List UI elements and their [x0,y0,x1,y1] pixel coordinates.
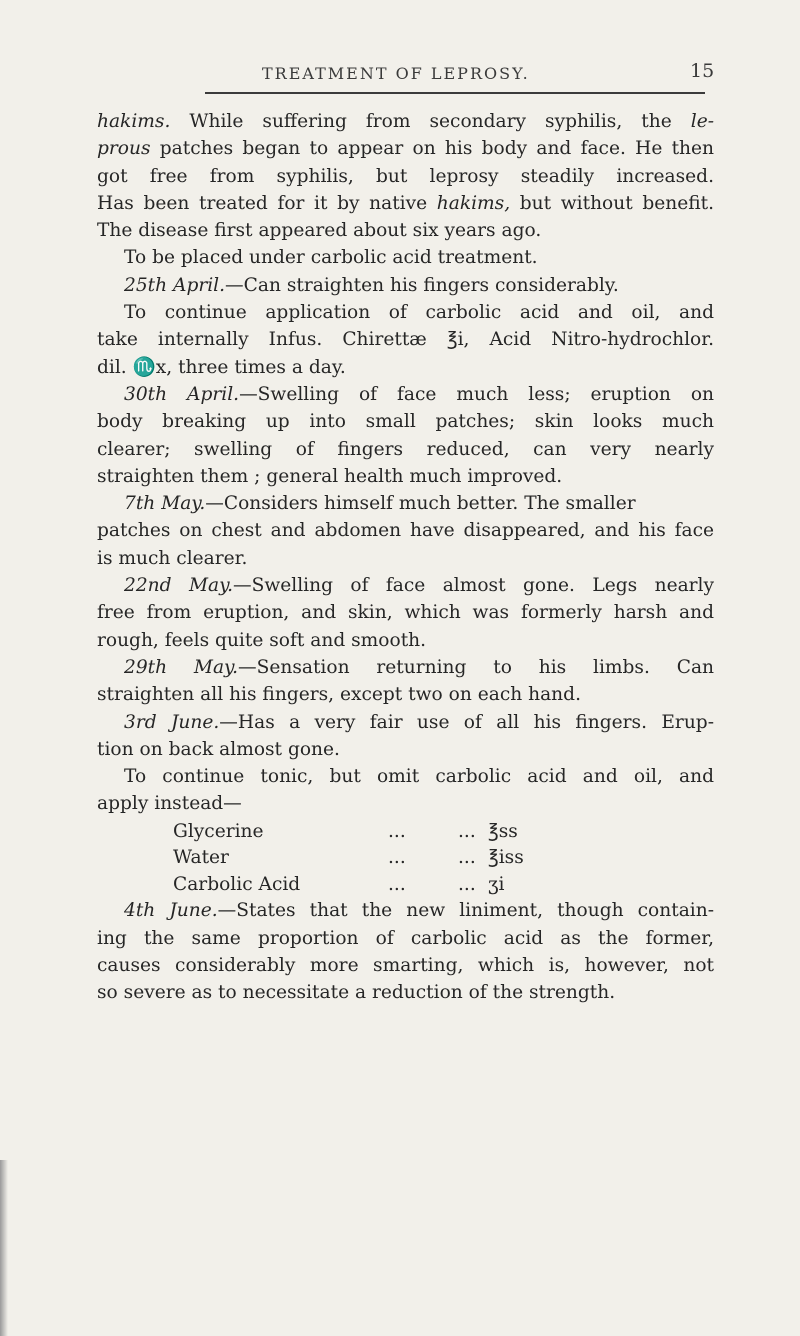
text-line: rough, feels quite soft and smooth. [97,629,427,651]
running-head: TREATMENT OF LEPROSY. [262,64,530,83]
formula-row-glycerine: Glycerine ... ... ℥ss [173,820,518,842]
entry-7th-may: 7th May. —Considers himself much better. The smaller [124,493,636,515]
entry-4th-june: 4th June.—States that the new liniment, though contain- [124,900,714,922]
formula-row-water: Water ... ... ℥iss [173,847,524,869]
text-line: To be placed under carbolic acid treatment. [124,247,538,269]
formula-row-carbolic-acid: Carbolic Acid ... ... ʒi [173,873,505,895]
page-number: 15 [690,60,715,82]
text-line: To continue application of carbolic acid and oil, and [124,302,714,324]
text-line: dil. ♏x, three times a day. [97,356,346,378]
text-line: causes considerably more smarting, which is, however, not [97,954,714,976]
text-line: straighten all his fingers, except two on each hand. [97,684,581,706]
entry-3rd-june: 3rd June.—Has a very fair use of all his fingers. Erup- [124,711,714,733]
text-line: straighten them ; general health much improved. [97,465,563,487]
text-line: free from eruption, and skin, which was formerly harsh and [97,602,714,624]
text-line: patches on chest and abdomen have disappeared, and his face [97,520,714,542]
text-line: body breaking up into small patches; skin looks much [97,411,714,433]
text-line: clearer; swelling of fingers reduced, can very nearly [97,438,714,460]
text-line: take internally Infus. Chirettæ ℥i, Acid Nitro-hydrochlor. [97,329,714,351]
text-line: tion on back almost gone. [97,738,340,760]
text-line: apply instead— [97,793,242,815]
entry-30th-april: 30th April.—Swelling of face much less; eruption on [124,383,714,405]
text-line: prous patches began to appear on his body and face. He then [97,138,714,160]
header-rule [205,92,705,94]
text-line: is much clearer. [97,547,248,569]
text-line: To continue tonic, but omit carbolic acid and oil, and [124,766,714,788]
binding-shadow [0,1160,8,1336]
entry-25th-april: 25th April. —Can straighten his fingers considerably. [124,274,619,296]
text-line: Has been treated for it by native hakims, but without benefit. [97,192,714,214]
text-line: got free from syphilis, but leprosy steadily increased. [97,165,714,187]
text-line: hakims. While suffering from secondary syphilis, the le- [97,111,714,132]
entry-29th-may: 29th May.—Sensation returning to his limbs. Can [124,656,715,678]
text-line: The disease first appeared about six years ago. [97,220,542,242]
text-line: so severe as to necessitate a reduction of the strength. [97,982,616,1004]
body-text [97,108,714,1006]
text-line: ing the same proportion of carbolic acid as the former, [97,927,714,949]
entry-22nd-may: 22nd May.—Swelling of face almost gone. Legs nearly [124,575,714,597]
